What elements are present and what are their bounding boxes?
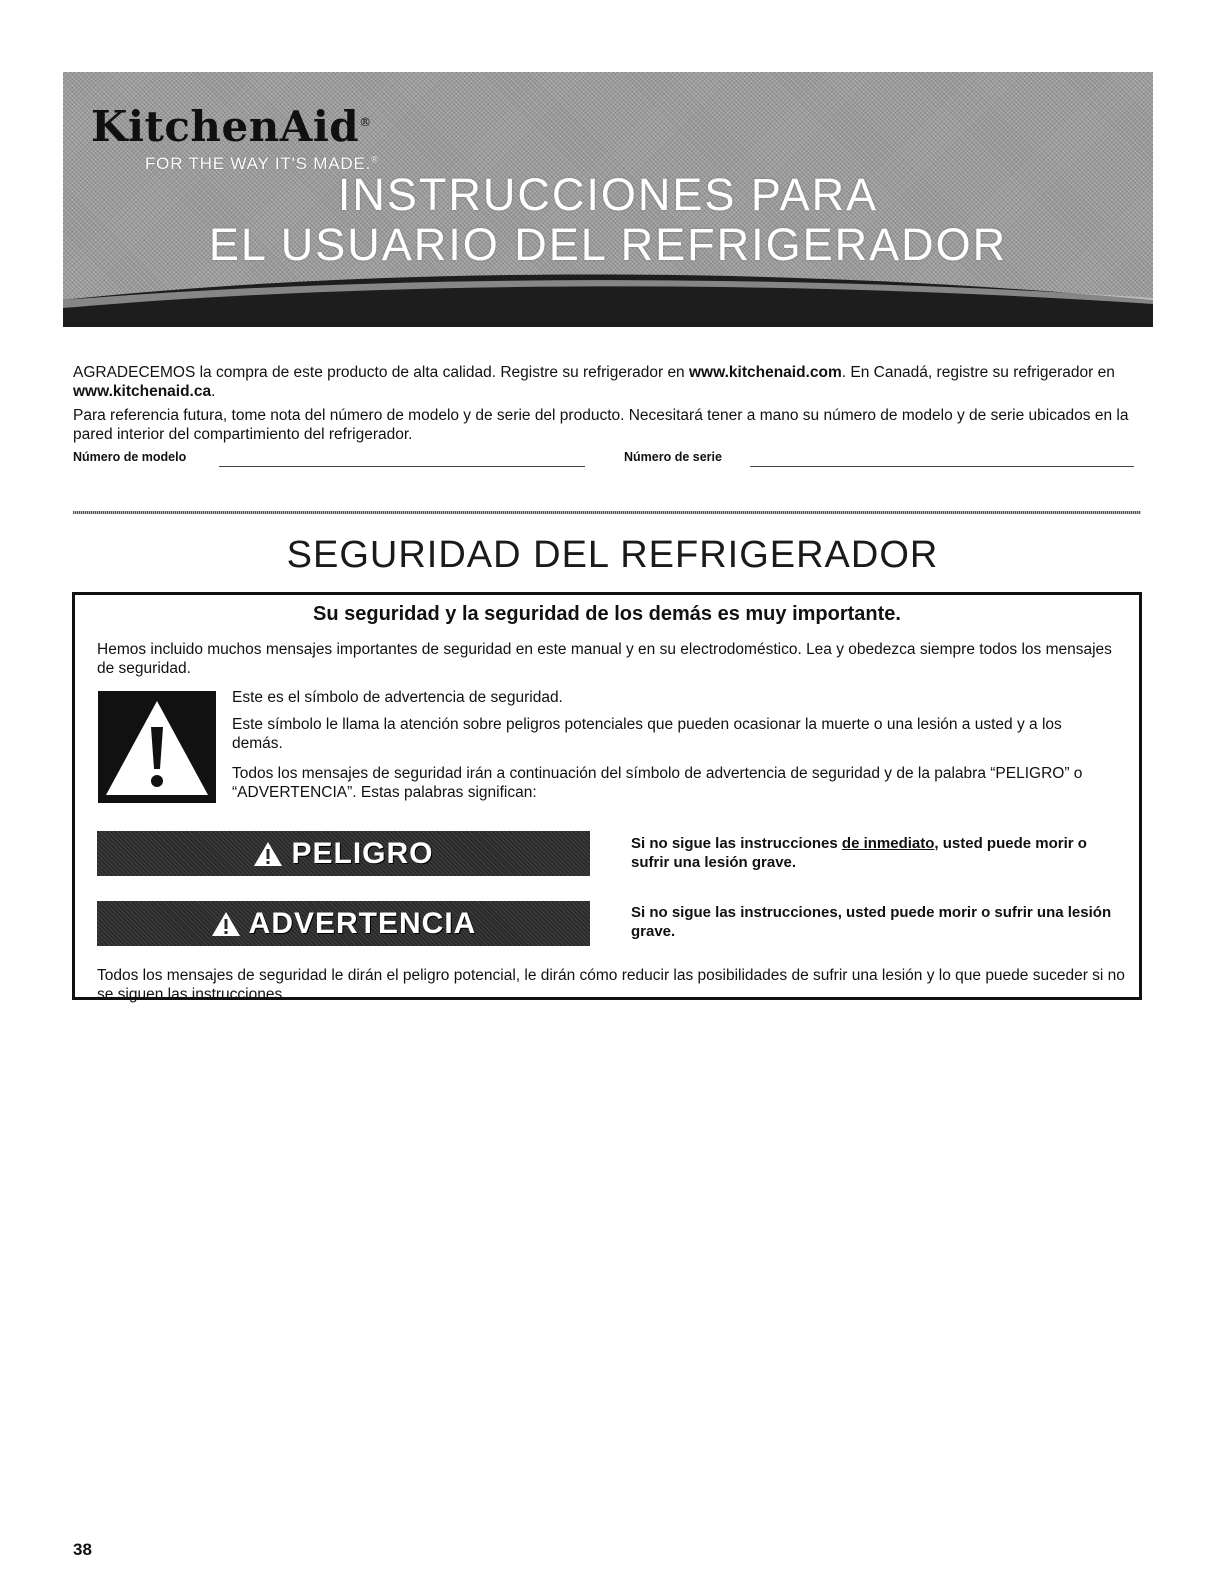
document-title-line-2: EL USUARIO DEL REFRIGERADOR [208,219,1008,270]
safety-heading: Su seguridad y la seguridad de los demás es muy importante. [313,603,901,625]
intro-paragraph-reference: Para referencia futura, tome nota del número de modelo y de serie del producto. Necesitará tener a mano su número de modelo y de serie ubicados en la pared interior del compartimiento del refrigerador. [73,407,1129,443]
link-kitchenaid-ca[interactable]: www.kitchenaid.ca [73,383,212,400]
serial-number-label: Número de serie [624,450,722,464]
symbol-description-2: Este símbolo le llama la atención sobre peligros potenciales que pueden ocasionar la muerte o una lesión a usted y a los demás. [232,716,1062,752]
safety-footer-text: Todos los mensajes de seguridad le dirán el peligro potencial, le dirán cómo reducir las posibilidades de sufrir una lesión y lo que puede suceder si no se siguen las instrucciones. [97,967,1125,1003]
model-number-label: Número de modelo [73,450,187,464]
brand-tagline: FOR THE WAY IT'S MADE.® [145,154,379,173]
warning-signal-description: Si no sigue las instrucciones, usted puede morir o sufrir una lesión grave. [631,904,1112,940]
alert-triangle-icon [211,911,241,937]
warning-triangle-icon [98,691,216,803]
section-title: SEGURIDAD DEL REFRIGERADOR [286,534,939,576]
symbol-description-1: Este es el símbolo de advertencia de seguridad. [232,689,563,706]
serial-number-blank [750,466,1134,467]
alert-triangle-icon [253,841,283,867]
intro-paragraph-registration: AGRADECEMOS la compra de este producto de alta calidad. Registre su refrigerador en www.kitchenaid.com. En Canadá, registre su refrigerador en www.kitchenaid.ca. [73,364,1115,400]
safety-intro: Hemos incluido muchos mensajes importantes de seguridad en este manual y en su electrodoméstico. Lea y obedezca siempre todos los mensajes de seguridad. [97,641,1112,677]
document-title-line-1: INSTRUCCIONES PARA [337,169,879,220]
warning-signal-word: ADVERTENCIA [248,906,477,940]
danger-signal-bar [97,831,590,876]
safety-notice-box [72,592,1142,1003]
link-kitchenaid-com[interactable]: www.kitchenaid.com [689,364,842,381]
symbol-description-3: Todos los mensajes de seguridad irán a continuación del símbolo de advertencia de seguridad y de la palabra “PELIGRO” o “ADVERTENCIA”. Estas palabras significan: [232,765,1083,801]
warning-signal-bar [97,901,590,946]
danger-signal-description: Si no sigue las instrucciones de inmediato, usted puede morir o sufrir una lesión grave. [631,835,1087,871]
header-banner [63,72,1153,327]
page-number: 38 [73,1540,92,1559]
brand-logo: KitchenAid® [91,102,372,151]
section-divider [73,511,1141,514]
danger-signal-word: PELIGRO [291,836,434,870]
model-number-blank [219,466,585,467]
